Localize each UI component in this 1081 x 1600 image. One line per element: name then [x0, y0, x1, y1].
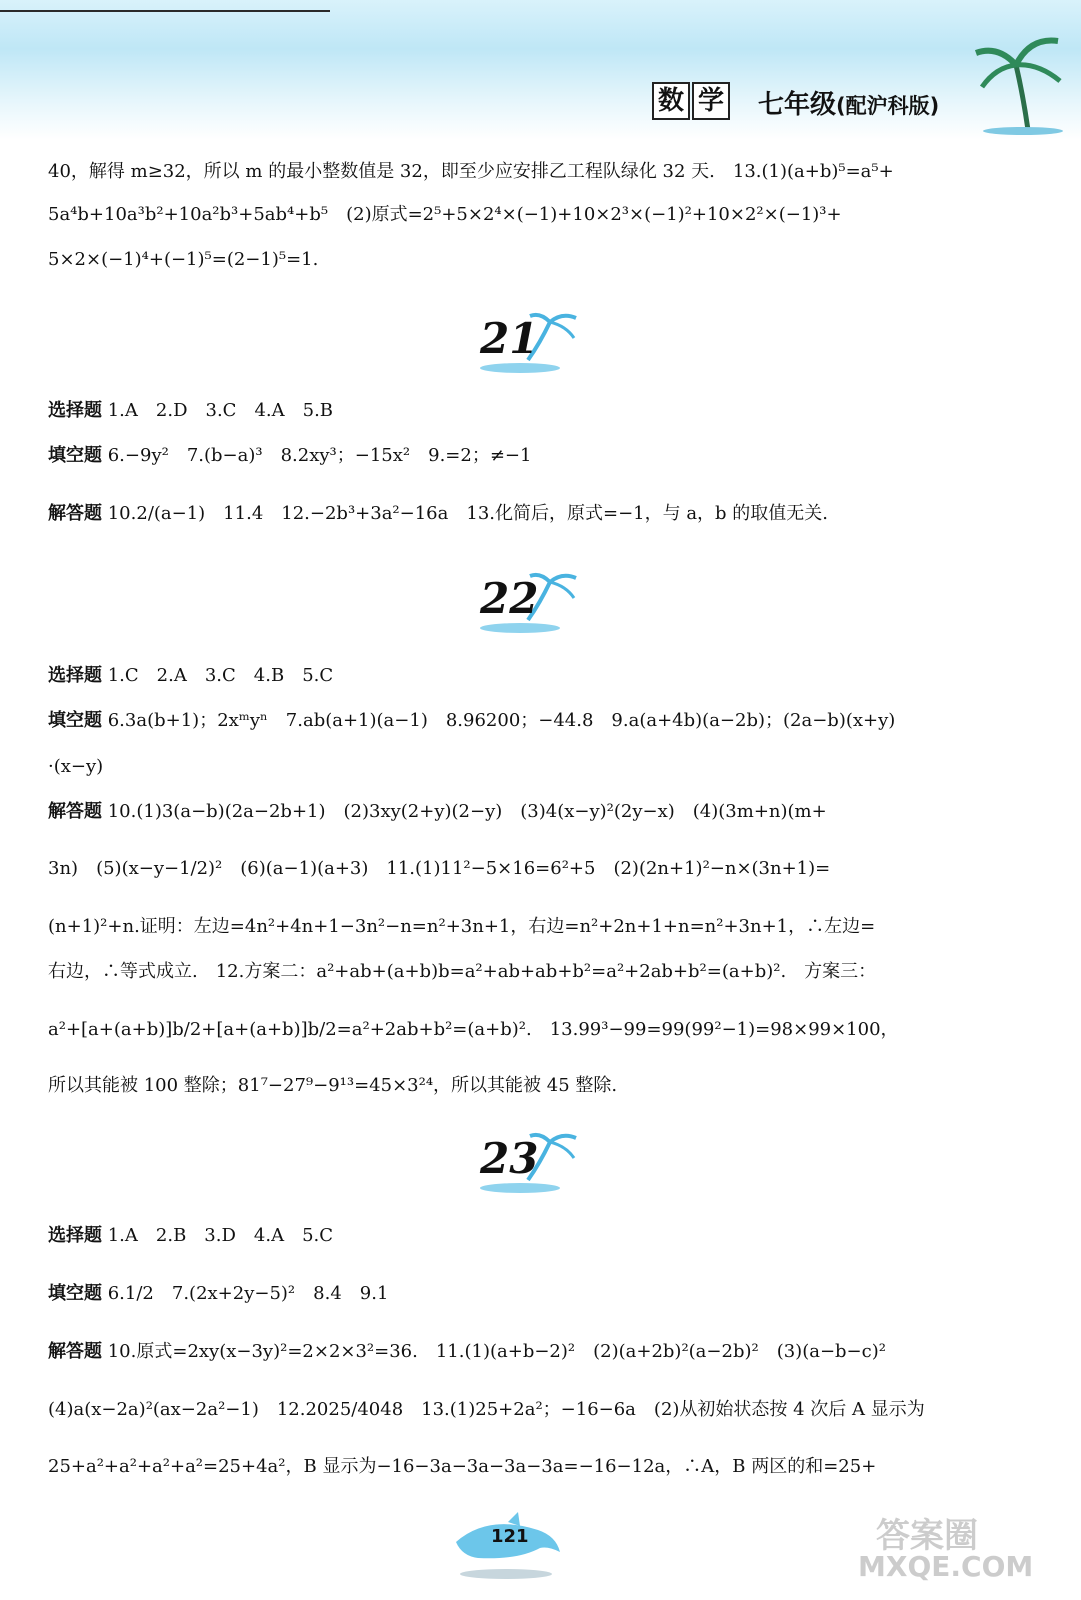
s21-answer-row: [48, 500, 986, 528]
fill-label: 填空题: [48, 1283, 102, 1304]
intro-line-1: 40，解得 m≥32，所以 m 的最小整数值是 32，即至少应安排乙工程队绿化 32 天. 13.(1)(a+b)⁵=a⁵+: [48, 161, 894, 182]
intro-line-3: 5×2×(−1)⁴+(−1)⁵=(2−1)⁵=1.: [48, 249, 319, 270]
fill-label: 填空题: [48, 445, 102, 466]
subject-char-box-1: 数: [652, 82, 690, 120]
s21-answer-text: 10.2/(a−1) 11.4 12.−2b³+3a²−16a 13.化简后，原式=−1，与 a，b 的取值无关.: [107, 503, 829, 524]
fill-label: 填空题: [48, 710, 102, 731]
s22-fill-row: [48, 707, 986, 735]
s21-choice-answers: 1.A 2.D 3.C 4.A 5.B: [107, 400, 334, 421]
choice-label: 选择题: [48, 665, 102, 686]
s22-answer-line-4: 右边，∴等式成立. 12.方案二：a²+ab+(a+b)b=a²+ab+ab+b²=a²+2ab+b²=(a+b)². 方案三：: [48, 961, 877, 982]
s22-fill-row-2: ·(x−y): [48, 756, 104, 777]
s23-answer-row: [48, 1338, 986, 1366]
intro-line-2: 5a⁴b+10a³b²+10a²b³+5ab⁴+b⁵ (2)原式=2⁵+5×2⁴×(−1)+10×2³×(−1)²+10×2²×(−1)³+: [48, 204, 842, 225]
s21-choice-row: [48, 397, 986, 425]
section-number-text: 21: [480, 314, 539, 363]
answer-label: 解答题: [48, 1341, 102, 1362]
s22-choice-answers: 1.C 2.A 3.C 4.B 5.C: [107, 665, 334, 686]
palm-tree-icon: [968, 25, 1068, 135]
section-number-22: [470, 568, 590, 638]
section-number-text: 22: [480, 574, 539, 623]
s23-answer-line-3: 25+a²+a²+a²+a²=25+4a²，B 显示为−16−3a−3a−3a−3a=−16−12a，∴A，B 两区的和=25+: [48, 1456, 877, 1477]
watermark-logo: 答案圈: [876, 1516, 978, 1556]
s22-answer-line-2: 3n) (5)(x−y−1/2)² (6)(a−1)(a+3) 11.(1)11²−5×16=6²+5 (2)(2n+1)²−n×(3n+1)=: [48, 858, 831, 879]
s22-fill-answers-1: 6.3a(b+1)；2xᵐyⁿ 7.ab(a+1)(a−1) 8.96200；−44.8 9.a(a+4b)(a−2b)；(2a−b)(x+y): [107, 710, 896, 731]
s22-answer-row: [48, 798, 986, 826]
page-number: 121: [491, 1526, 529, 1547]
s22-choice-row: [48, 662, 986, 690]
answer-label: 解答题: [48, 801, 102, 822]
s22-answer-line-3: (n+1)²+n.证明：左边=4n²+4n+1−3n²−n=n²+3n+1，右边=n²+2n+1+n=n²+3n+1，∴左边=: [48, 916, 876, 937]
s23-fill-answers: 6.1/2 7.(2x+2y−5)² 8.4 9.1: [107, 1283, 389, 1304]
edition-text: (配沪科版): [836, 94, 940, 118]
s23-choice-row: [48, 1222, 986, 1250]
subject-char-box-2: 学: [692, 82, 730, 120]
grade-label: [758, 84, 939, 121]
s23-answer-line-2: (4)a(x−2a)²(ax−2a²−1) 12.2025/4048 13.(1)25+2a²；−16−6a (2)从初始状态按 4 次后 A 显示为: [48, 1399, 925, 1420]
s23-answer-line-1: 10.原式=2xy(x−3y)²=2×2×3²=36. 11.(1)(a+b−2)² (2)(a+2b)²(a−2b)² (3)(a−b−c)²: [107, 1341, 886, 1362]
s21-fill-answers: 6.−9y² 7.(b−a)³ 8.2xy³；−15x² 9.=2；≠−1: [107, 445, 532, 466]
s23-choice-answers: 1.A 2.B 3.D 4.A 5.C: [107, 1225, 334, 1246]
watermark-url: MXQE.COM: [858, 1550, 1034, 1583]
s21-fill-row: [48, 442, 986, 470]
s23-fill-row: [48, 1280, 986, 1308]
choice-label: 选择题: [48, 1225, 102, 1246]
dolphin-icon: [448, 1512, 568, 1582]
page-number-badge: [448, 1512, 568, 1582]
section-number-21: [470, 308, 590, 378]
choice-label: 选择题: [48, 400, 102, 421]
section-number-23: [470, 1128, 590, 1198]
header-banner: [0, 0, 1081, 140]
grade-text: 七年级: [758, 90, 837, 120]
s22-answer-line-6: 所以其能被 100 整除；81⁷−27⁹−9¹³=45×3²⁴，所以其能被 45 整除.: [48, 1075, 618, 1096]
top-rule: [0, 10, 330, 12]
answer-label: 解答题: [48, 503, 102, 524]
s22-answer-line-1: 10.(1)3(a−b)(2a−2b+1) (2)3xy(2+y)(2−y) (3)4(x−y)²(2y−x) (4)(3m+n)(m+: [107, 801, 827, 822]
section-number-text: 23: [480, 1134, 539, 1183]
s22-answer-line-5: a²+[a+(a+b)]b/2+[a+(a+b)]b/2=a²+2ab+b²=(a+b)². 13.99³−99=99(99²−1)=98×99×100，: [48, 1019, 899, 1040]
